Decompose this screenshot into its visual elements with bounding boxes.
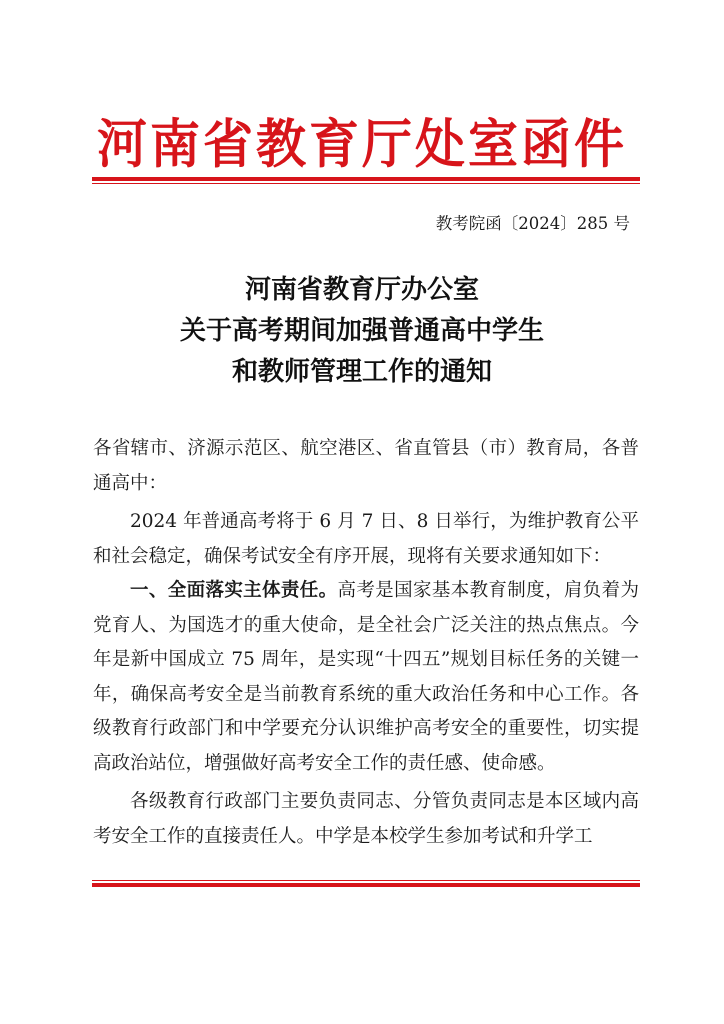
- letterhead-rule-thick: [92, 177, 640, 181]
- title-line-1: 河南省教育厅办公室: [244, 275, 479, 305]
- intro-paragraph: 2024 年普通高考将于 6 月 7 日、8 日举行，为维护教育公平和社会稳定，确保考试安全有序开展，现将有关要求通知如下：: [93, 511, 639, 567]
- section-1-paragraph: [93, 574, 639, 781]
- footer-rule-thick: [92, 883, 640, 887]
- section-1-heading: 一、全面落实主体责任。: [130, 580, 338, 601]
- paragraph-3: 各级教育行政部门主要负责同志、分管负责同志是本区域内高考安全工作的直接责任人。中学是本校学生参加考试和升学工: [93, 791, 639, 847]
- document-body: [93, 432, 639, 854]
- letterhead-title: 河南省教育厅处室函件: [97, 112, 627, 175]
- letterhead-rule-thin: [92, 183, 640, 184]
- title-line-2: 关于高考期间加强普通高中学生: [179, 316, 544, 346]
- section-1-text: 高考是国家基本教育制度，肩负着为党育人、为国选才的重大使命，是全社会广泛关注的热点焦点。今年是新中国成立 75 周年，是实现“十四五”规划目标任务的关键一年，确保高考安全是当前教育系统的重大政治任务和中心工作。各级教育行政部门和中学要充分认识维护高考安全的重要性，切实提高政治站位，增强做好高考安全工作的责任感、使命感。: [93, 580, 639, 774]
- footer-rule-thin: [92, 880, 640, 881]
- salutation: 各省辖市、济源示范区、航空港区、省直管县（市）教育局，各普通高中：: [93, 438, 639, 494]
- document-number: 教考院函〔2024〕285 号: [435, 214, 630, 233]
- document-title: [0, 270, 724, 393]
- title-line-3: 和教师管理工作的通知: [231, 357, 492, 387]
